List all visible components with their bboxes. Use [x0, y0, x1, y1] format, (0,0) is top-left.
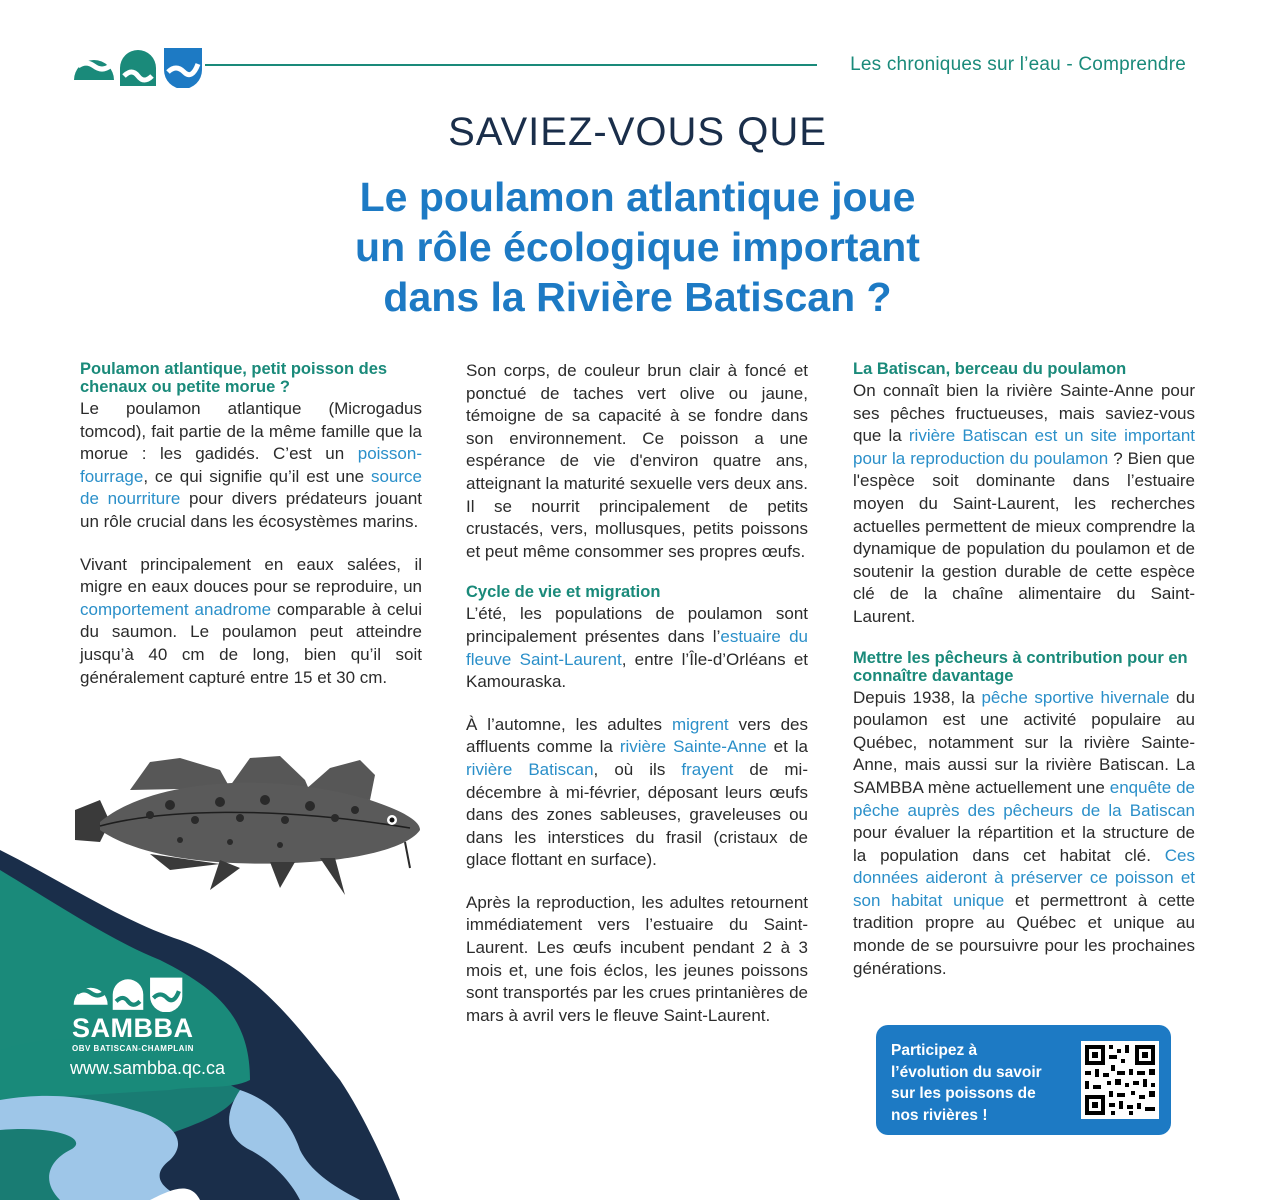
text-segment: , ce qui signifie qu’il est une [143, 466, 371, 486]
highlighted-term: migrent [671, 714, 729, 734]
highlighted-term: rivière Batiscan [466, 759, 594, 779]
highlighted-term: rivière Sainte-Anne [619, 737, 767, 757]
paragraph [466, 603, 808, 693]
title-line: Le poulamon atlantique joue [359, 174, 916, 220]
text-segment: du poulamon est une activité populaire au Québec, notamment sur la rivière Sainte-Anne, mais aussi sur la rivière Batiscan. La SAMBBA mène actuellement une [853, 687, 1195, 797]
text-segment: Après la reproduction, les adultes retournent immédiatement vers l’estuaire du Saint-Laurent. Les œufs incubent pendant 2 à 3 mois et, une fois éclos, les jeunes poissons sont transportés par les crues printanières de mars à avril vers le fleuve Saint-Laurent. [466, 892, 808, 1025]
text-segment: Vivant principalement en eaux salées, il migre en eaux douces pour se reproduire, un [80, 554, 422, 597]
text-segment: Depuis 1938, la [853, 687, 982, 707]
section-heading: La Batiscan, berceau du poulamon [853, 360, 1127, 378]
text-segment: L’été, les populations de poulamon sont principalement présentes dans l’ [466, 604, 808, 646]
paragraph [853, 380, 1195, 629]
paragraph [466, 892, 808, 1028]
text-segment: On connaît bien la rivière Sainte-Anne pour ses pêches fructueuses, mais saviez-vous que la [853, 381, 1195, 446]
qr-code-icon[interactable] [1081, 1041, 1159, 1119]
sambba-logo-icon [72, 42, 204, 88]
highlighted-term: Ces données aideront à préserver ce poisson et son habitat unique [853, 845, 1195, 910]
text-segment: pour évaluer la répartition et la structure de la population dans cet habitat clé. [853, 823, 1195, 865]
text-segment: pour divers prédateurs jouant un rôle crucial dans les écosystèmes marins. [80, 489, 422, 531]
text-segment: vers des affluents comme la [466, 714, 808, 757]
paragraph [80, 554, 422, 690]
page-title [0, 172, 1275, 322]
highlighted-term: rivière Batiscan est un site important pour la reproduction du poulamon [853, 426, 1195, 468]
text-segment: comparable à celui du saumon. Le poulamon peut atteindre jusqu’à 40 cm de long, bien qu’il soit généralement capturé entre 15 et 30 cm. [80, 599, 422, 687]
series-title: Les chroniques sur l’eau - Comprendre [850, 54, 1186, 75]
section-heading: Mettre les pêcheurs à contribution pour en connaître davantage [853, 648, 1188, 685]
text-segment: et la [766, 737, 809, 757]
text-segment: ? Bien que l'espèce soit dominante dans l’estuaire moyen du Saint-Laurent, les recherches actuelles permettent de mieux comprendre la dynamique de population du poulamon et de soutenir la gestion durable de cette espèce clé de la chaîne alimentaire du Saint-Laurent. [853, 448, 1195, 626]
section-heading: Poulamon atlantique, petit poisson des chenaux ou petite morue ? [80, 360, 388, 396]
text-segment: Son corps, de couleur brun clair à foncé et ponctué de taches vert olive ou jaune, témoigne de sa capacité à se fondre dans son environnement. Ce poisson a une espérance de vie d'environ quatre ans, atteignant la maturité sexuelle vers deux ans. Il se nourrit principalement de petits crustacés, vers, mollusques, petits poissons et peut même consommer ses propres œufs. [466, 361, 808, 561]
cta-box[interactable] [876, 1025, 1171, 1135]
river-landscape-decoration [0, 850, 400, 1200]
paragraph [853, 687, 1195, 981]
website-link[interactable]: www.sambba.qc.ca [70, 1058, 226, 1078]
text-segment: et permettront à cette tradition propre au Québec et unique au monde de se poursuivre pour les prochaines générations. [853, 890, 1195, 978]
cta-text: Participez à l’évolution du savoir sur les poissons de nos rivières ! [891, 1042, 1042, 1124]
sambba-logo-icon [72, 972, 184, 1012]
section-heading: Cycle de vie et migration [466, 583, 661, 602]
brand-subtitle: OBV BATISCAN-CHAMPLAIN [72, 1044, 194, 1053]
highlighted-term: enquête de pêche auprès des pêcheurs de la Batiscan [853, 777, 1195, 820]
title-line: dans la Rivière Batiscan ? [383, 274, 892, 320]
text-segment: de mi-décembre à mi-février, déposant leurs œufs dans des zones sableuses, graveleuses ou dans les interstices du frasil (cristaux de glace flottant en surface). [466, 759, 808, 870]
highlighted-term: comportement anadrome [80, 599, 272, 619]
paragraph [80, 398, 422, 534]
column-2 [466, 360, 808, 1047]
highlighted-term: pêche sportive hivernale [981, 687, 1170, 707]
brand-name: SAMBBA [72, 1013, 194, 1043]
column-1 [80, 360, 422, 709]
column-3 [853, 360, 1195, 1000]
text-segment: Le poulamon atlantique (Microgadus tomcod), fait partie de la même famille que la morue : les gadidés. C’est un [80, 399, 422, 464]
paragraph [466, 714, 808, 872]
highlighted-term: source de nourriture [80, 466, 422, 509]
kicker: SAVIEZ-VOUS QUE [448, 110, 827, 154]
highlighted-term: estuaire du fleuve Saint-Laurent [466, 626, 808, 669]
highlighted-term: poisson-fourrage [80, 444, 422, 486]
text-segment: À l’automne, les adultes [466, 714, 672, 734]
highlighted-term: frayent [681, 759, 734, 779]
title-line: un rôle écologique important [355, 224, 920, 270]
text-segment: , où ils [593, 759, 682, 779]
paragraph [466, 360, 808, 563]
header-divider [205, 64, 817, 66]
text-segment: , entre l’Île-d’Orléans et Kamouraska. [466, 649, 809, 692]
